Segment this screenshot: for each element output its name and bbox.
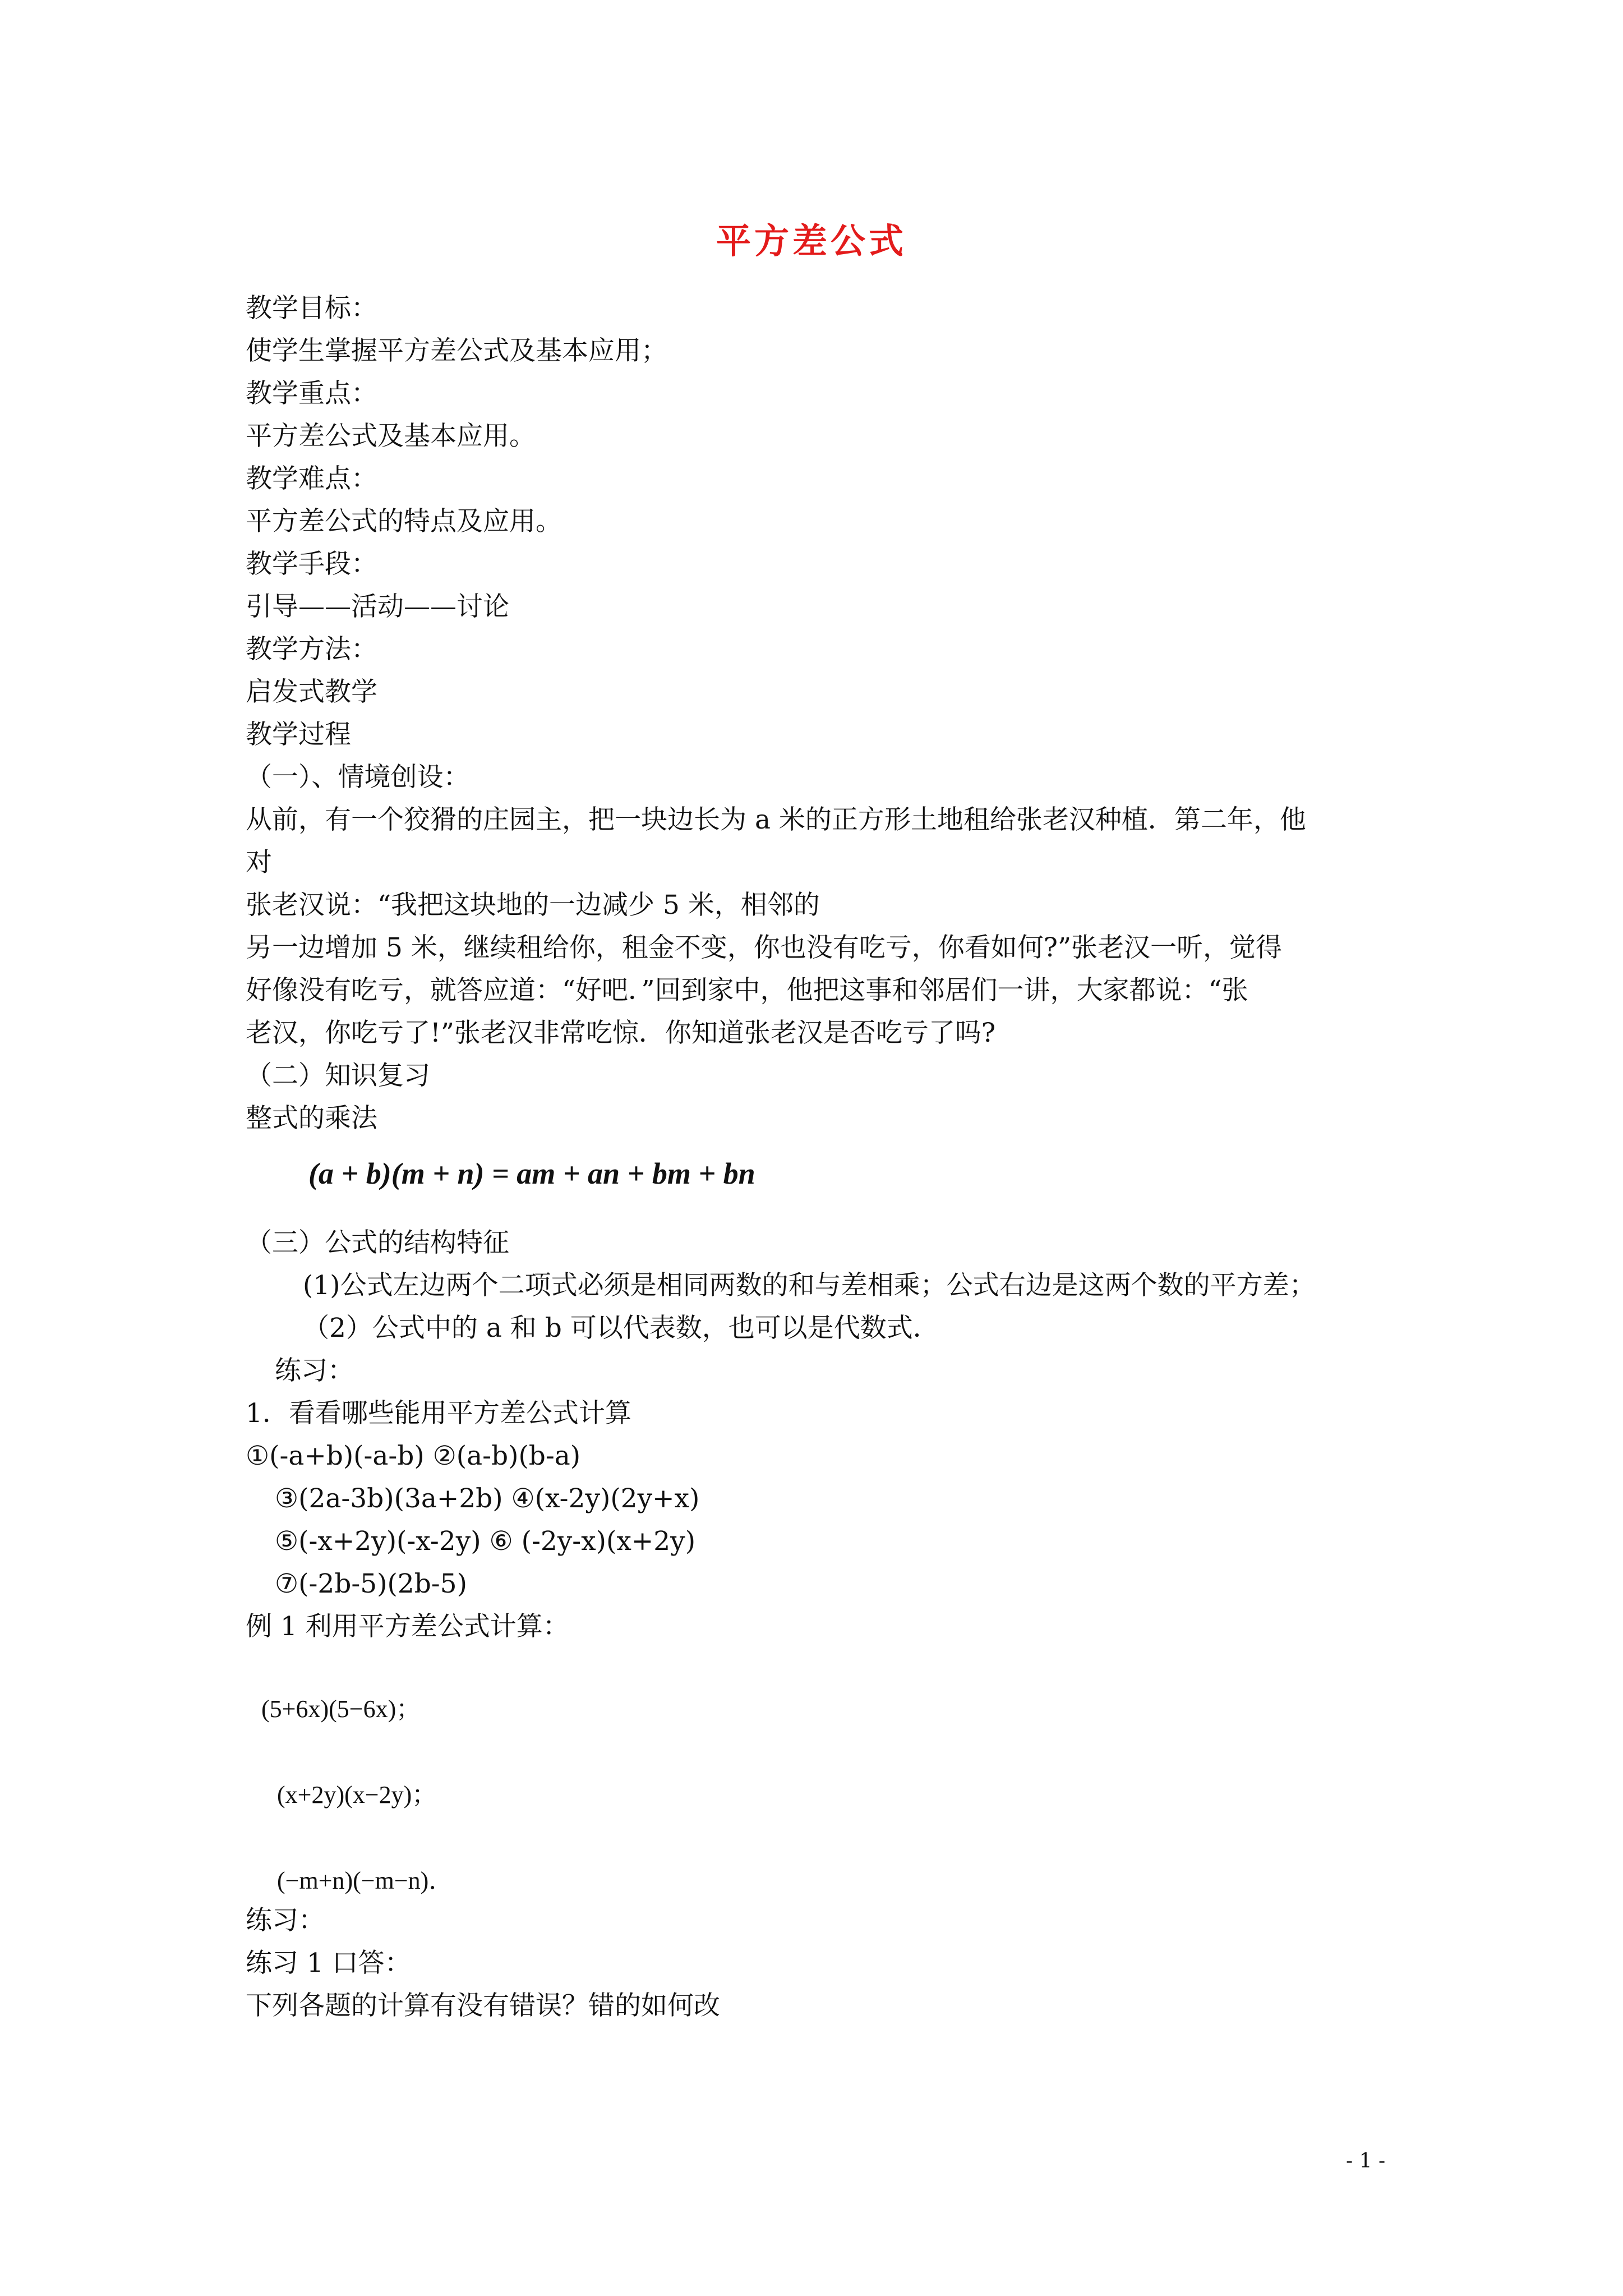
text-line: 整式的乘法 bbox=[246, 1103, 377, 1134]
text-line: （2）公式中的 a 和 b 可以代表数，也可以是代数式． bbox=[303, 1313, 939, 1343]
text-line: 对 bbox=[246, 847, 272, 878]
text-line: 引导——活动——讨论 bbox=[246, 591, 509, 622]
text-line: 例 1 利用平方差公式计算： bbox=[246, 1611, 569, 1642]
text-line: 教学目标： bbox=[246, 293, 377, 324]
exercise-line: ③(2a-3b)(3a+2b) ④(x-2y)(2y+x) bbox=[275, 1483, 700, 1514]
text-line: 教学过程 bbox=[246, 719, 351, 750]
text-line: 平方差公式的特点及应用。 bbox=[246, 506, 562, 537]
text-line: 启发式教学 bbox=[246, 677, 377, 707]
text-line: 使学生掌握平方差公式及基本应用； bbox=[246, 335, 667, 366]
text-line: 从前，有一个狡猾的庄园主，把一块边长为 a 米的正方形土地租给张老汉种植．第二年，他 bbox=[246, 804, 1306, 835]
formula-expansion: (a + b)(m + n) = am + an + bm + bn bbox=[308, 1157, 755, 1190]
text-line: 教学重点： bbox=[246, 378, 377, 409]
exercise-line: ⑦(-2b-5)(2b-5) bbox=[275, 1568, 467, 1599]
text-line: 平方差公式及基本应用。 bbox=[246, 421, 536, 452]
text-line: 张老汉说：“我把这块地的一边减少 5 米，相邻的 bbox=[246, 890, 820, 921]
text-line: （二）知识复习 bbox=[246, 1060, 430, 1091]
exercise-line: ⑤(-x+2y)(-x-2y) ⑥ (-2y-x)(x+2y) bbox=[275, 1526, 696, 1557]
text-line: 练习： bbox=[246, 1905, 325, 1936]
text-line: (1)公式左边两个二项式必须是相同两数的和与差相乘；公式右边是这两个数的平方差； bbox=[303, 1270, 1316, 1301]
text-line: 教学方法： bbox=[246, 634, 377, 665]
text-line: 下列各题的计算有没有错误？错的如何改 bbox=[246, 1990, 720, 2021]
text-line: 好像没有吃亏，就答应道：“好吧．”回到家中，他把这事和邻居们一讲，大家都说：“张 bbox=[246, 975, 1248, 1006]
example-expression: (x+2y)(x−2y)； bbox=[277, 1781, 437, 1809]
text-line: 练习 1 口答： bbox=[246, 1948, 411, 1978]
text-line: 另一边增加 5 米，继续租给你，租金不变，你也没有吃亏，你看如何?”张老汉一听，觉得 bbox=[246, 932, 1283, 963]
document-title: 平方差公式 bbox=[716, 220, 907, 261]
example-expression: (−m+n)(−m−n)． bbox=[277, 1867, 454, 1894]
text-line: 教学难点： bbox=[246, 463, 377, 494]
text-line: 1．看看哪些能用平方差公式计算 bbox=[246, 1398, 631, 1429]
text-line: （三）公式的结构特征 bbox=[246, 1227, 509, 1258]
text-line: 教学手段： bbox=[246, 549, 377, 579]
page-number: - 1 - bbox=[1346, 2150, 1386, 2173]
exercise-line: ①(-a+b)(-a-b) ②(a-b)(b-a) bbox=[246, 1441, 581, 1471]
text-line: 练习： bbox=[275, 1355, 354, 1386]
text-line: 老汉，你吃亏了!”张老汉非常吃惊．你知道张老汉是否吃亏了吗? bbox=[246, 1018, 996, 1048]
example-expression: (5+6x)(5−6x)； bbox=[261, 1695, 421, 1723]
text-line: （一）、情境创设： bbox=[246, 762, 470, 793]
